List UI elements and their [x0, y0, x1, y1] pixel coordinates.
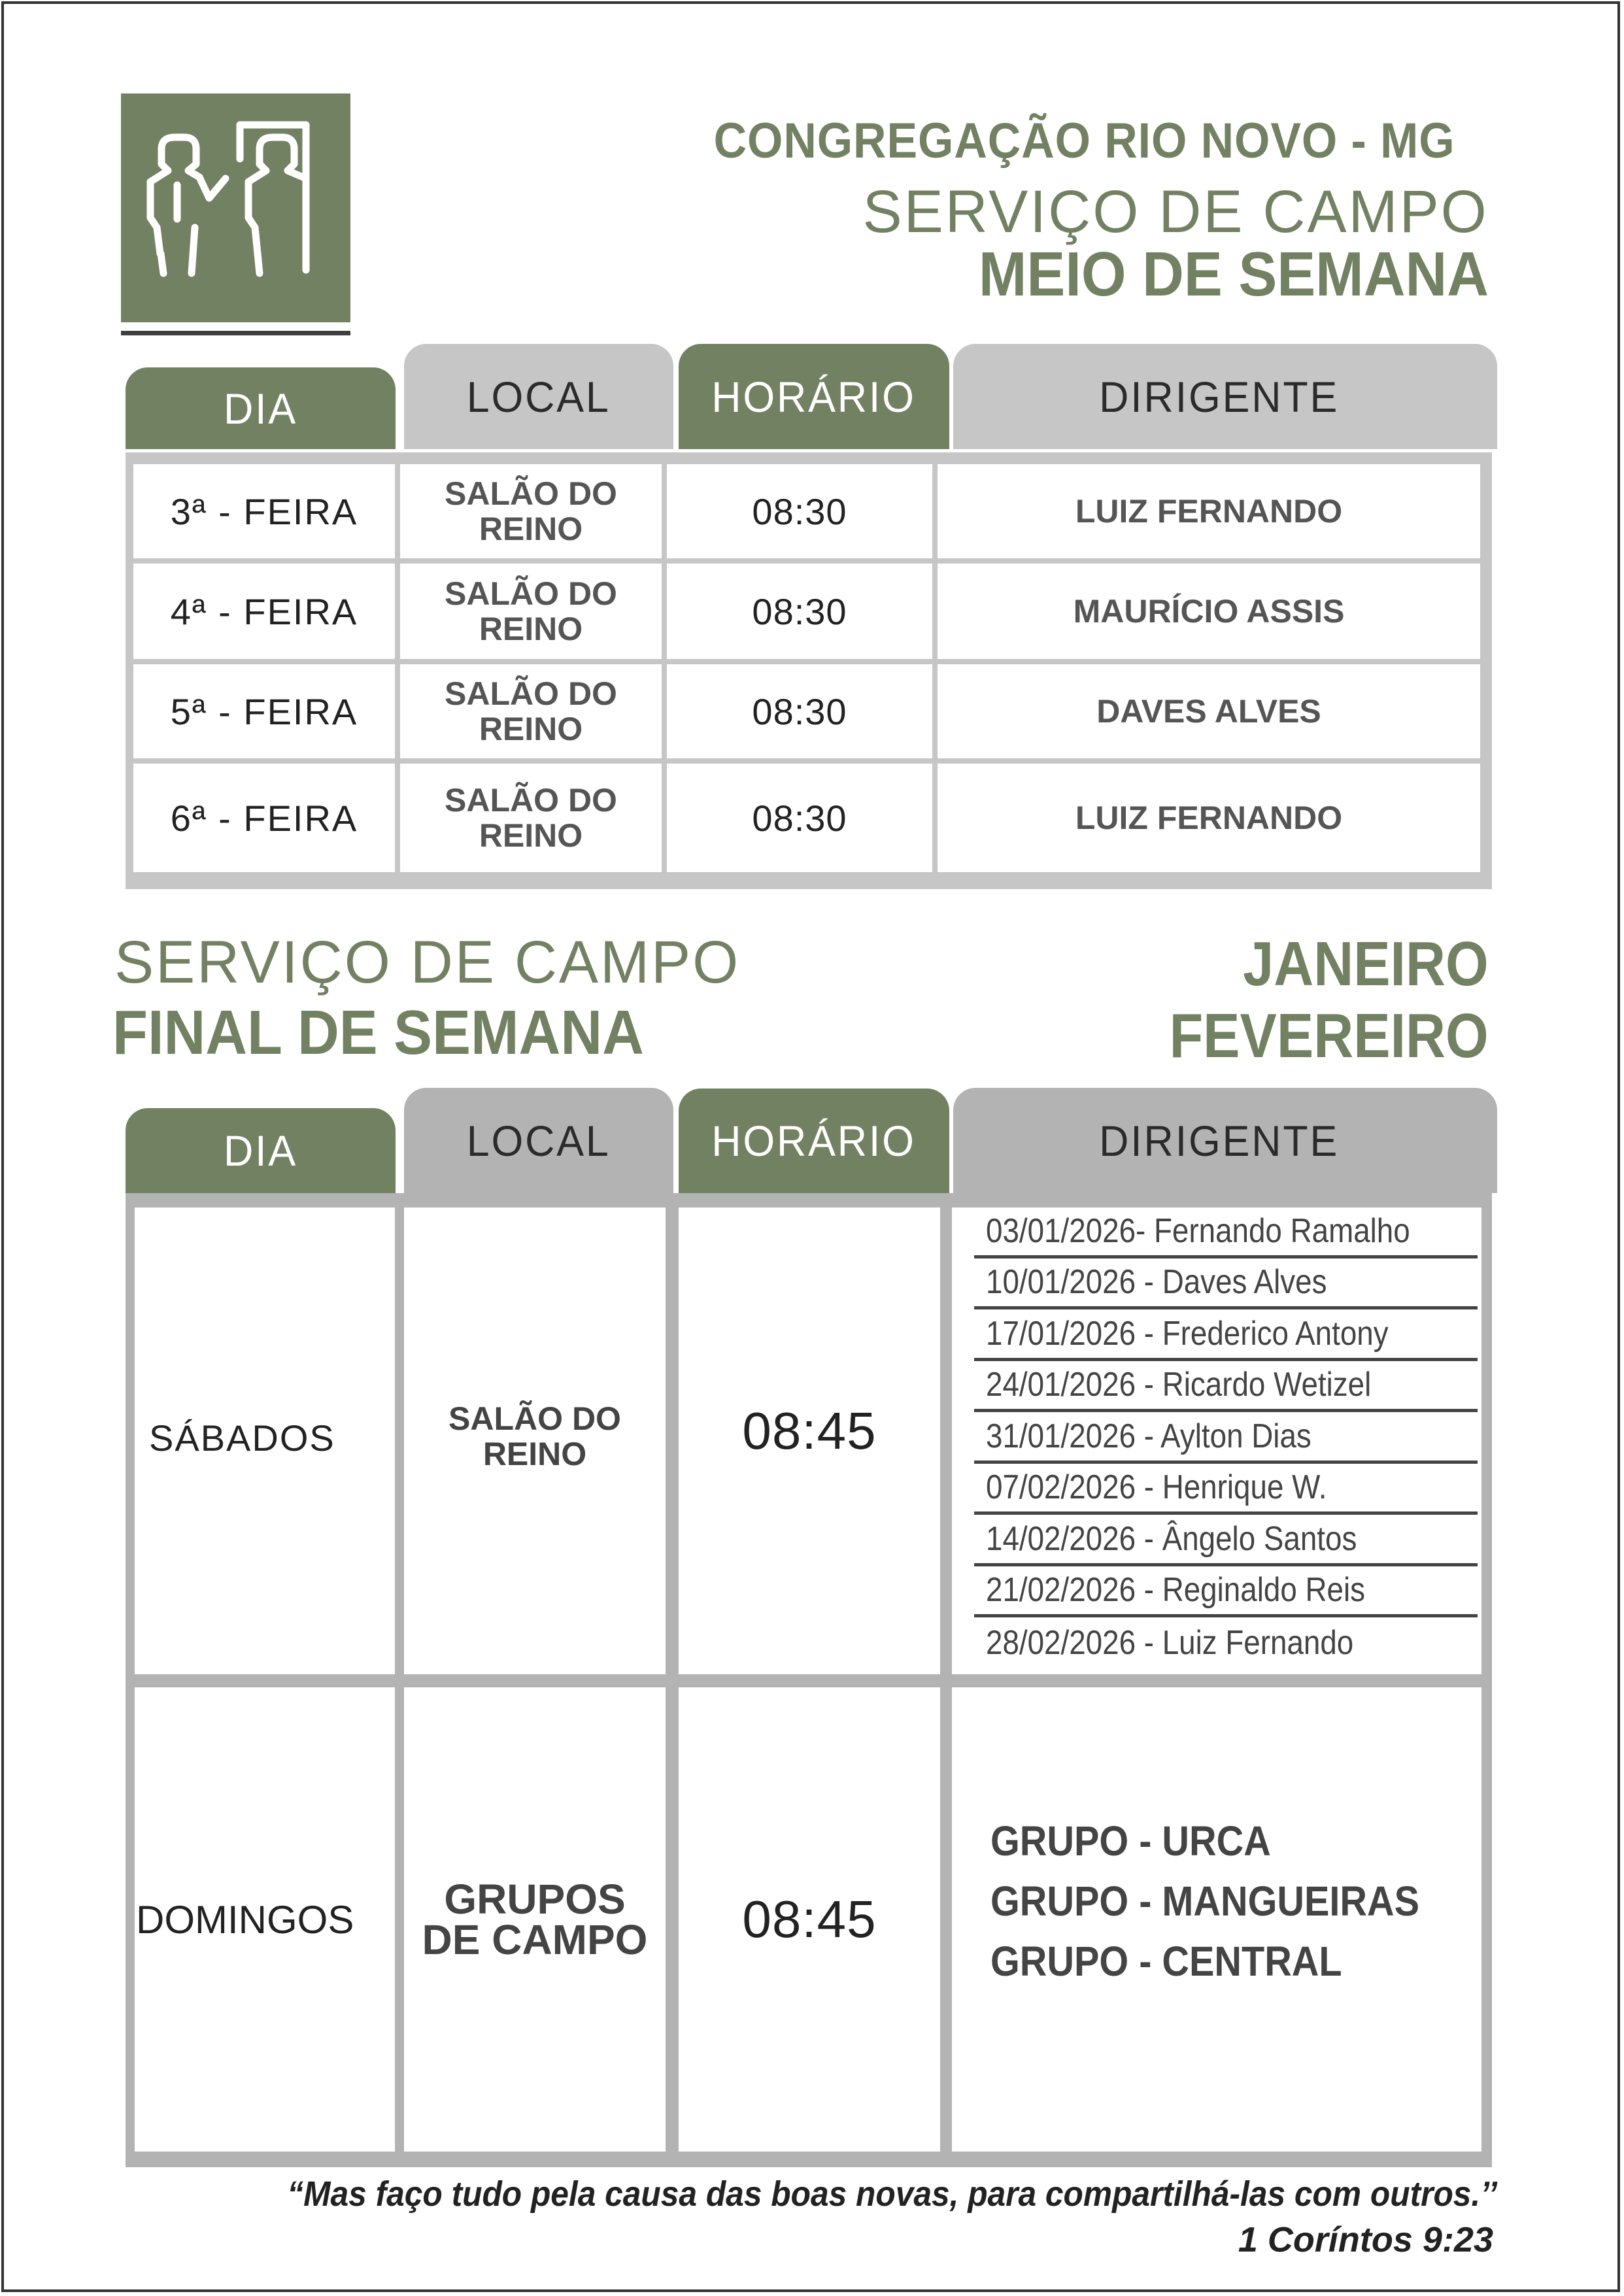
table-cell-dia: 3ª - FEIRA: [133, 464, 395, 558]
list-item: 17/01/2026 - Frederico Antony: [974, 1309, 1478, 1361]
list-item: GRUPO - MANGUEIRAS: [990, 1878, 1420, 1925]
table-cell-horario: 08:30: [667, 664, 932, 758]
list-item: 24/01/2026 - Ricardo Wetizel: [974, 1361, 1478, 1413]
list-item: 07/02/2026 - Henrique W.: [974, 1464, 1478, 1515]
congregation-title: CONGREGAÇÃO RIO NOVO - MG: [714, 113, 1455, 169]
list-item: 14/02/2026 - Ângelo Santos: [974, 1515, 1478, 1566]
list-item: 03/01/2026- Fernando Ramalho: [974, 1207, 1478, 1258]
table-cell-local: SALÃO DO REINO: [400, 464, 662, 558]
list-item: 31/01/2026 - Aylton Dias: [974, 1412, 1478, 1464]
table-cell-dirigente: LUIZ FERNANDO: [938, 764, 1480, 872]
section-title-line2: MEIO DE SEMANA: [978, 239, 1489, 309]
table-cell-horario-saturday: 08:45: [679, 1207, 940, 1674]
logo-underline: [121, 331, 350, 335]
table-cell-horario: 08:30: [667, 464, 932, 558]
saturday-leaders-list: [974, 1207, 1478, 1669]
column-header-dirigente: DIRIGENTE: [953, 344, 1497, 449]
weekend-title-line1: SERVIÇO DE CAMPO: [114, 929, 741, 996]
table-cell-local: SALÃO DO REINO: [400, 664, 662, 758]
table-cell-dia: 5ª - FEIRA: [133, 664, 395, 758]
column-header-dia: DIA: [126, 1108, 396, 1193]
column-header-horario: HORÁRIO: [679, 344, 949, 449]
column-header-local: LOCAL: [404, 344, 673, 449]
month-february: FEVEREIRO: [1169, 1001, 1489, 1071]
column-header-local: LOCAL: [404, 1088, 673, 1193]
table-cell-horario: 08:30: [667, 764, 932, 872]
list-item: GRUPO - CENTRAL: [990, 1938, 1342, 1985]
weekend-title-line2: FINAL DE SEMANA: [112, 998, 644, 1068]
table-cell-dia: 4ª - FEIRA: [133, 564, 395, 659]
table-cell-dirigente: DAVES ALVES: [938, 664, 1480, 758]
list-item: 28/02/2026 - Luiz Fernando: [986, 1624, 1354, 1663]
column-header-dia: DIA: [126, 367, 396, 449]
table-cell-dia-saturday: SÁBADOS: [135, 1207, 395, 1674]
table-cell-horario: 08:30: [667, 564, 932, 659]
table-cell-local: SALÃO DO REINO: [400, 564, 662, 659]
table-cell-local-sunday: GRUPOS DE CAMPO: [404, 1687, 666, 2152]
table-cell-dia-sunday: DOMINGOS: [135, 1687, 395, 2152]
table-cell-dia: 6ª - FEIRA: [133, 764, 395, 872]
sunday-groups-list: [990, 1811, 1467, 1991]
table-cell-local-saturday: SALÃO DO REINO: [404, 1207, 666, 1674]
list-item: GRUPO - URCA: [990, 1817, 1271, 1865]
table-cell-local: SALÃO DO REINO: [400, 764, 662, 872]
month-january: JANEIRO: [1243, 929, 1489, 999]
list-item: 10/01/2026 - Daves Alves: [974, 1258, 1478, 1310]
column-header-dirigente: DIRIGENTE: [953, 1088, 1497, 1193]
scripture-reference: 1 Coríntos 9:23: [1238, 2220, 1493, 2259]
table-cell-dirigente: MAURÍCIO ASSIS: [938, 564, 1480, 659]
scripture-quote: “Mas faço tudo pela causa das boas novas, para compartilhá-las com outros.’’: [287, 2174, 1497, 2214]
table-cell-dirigente: LUIZ FERNANDO: [938, 464, 1480, 558]
section-title-line1: SERVIÇO DE CAMPO: [862, 178, 1489, 245]
logo-field-service-icon: [121, 93, 350, 322]
list-item: 21/02/2026 - Reginaldo Reis: [974, 1566, 1478, 1618]
midweek-table: [126, 452, 1492, 889]
column-header-horario: HORÁRIO: [679, 1089, 949, 1193]
table-cell-horario-sunday: 08:45: [679, 1687, 940, 2152]
